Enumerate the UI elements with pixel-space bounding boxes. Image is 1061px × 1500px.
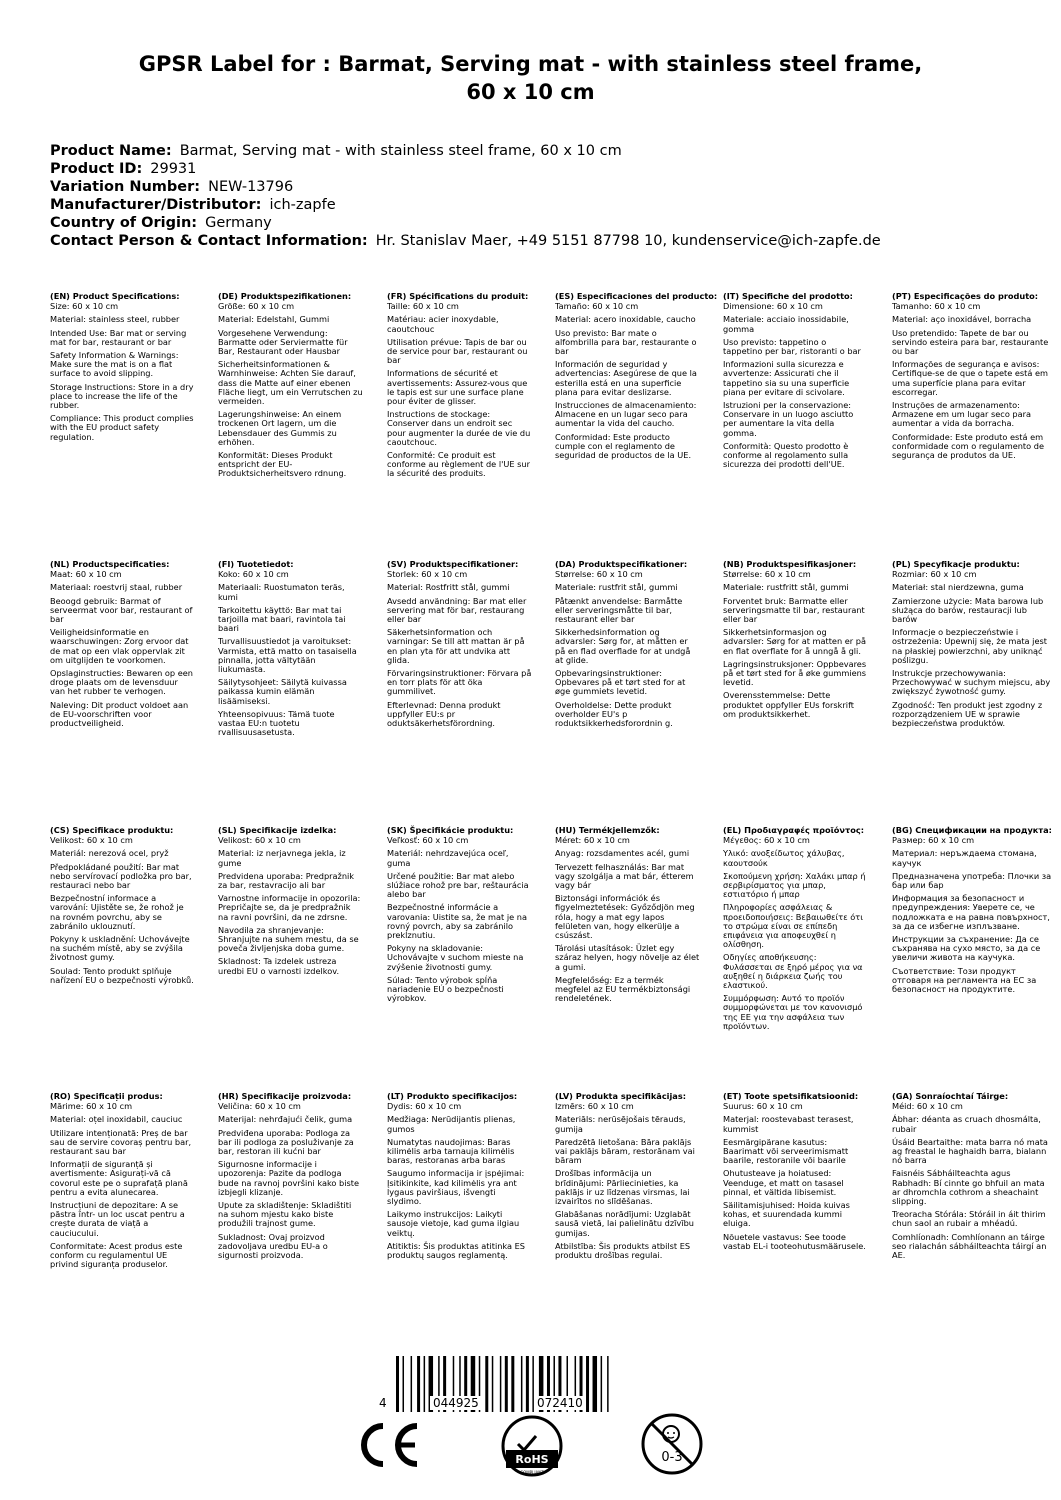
- spec-line: Zamierzone użycie: Mata barowa lub służąca do barów, restauracji lub barów: [892, 595, 1044, 625]
- info-value: Barmat, Serving mat - with stainless steel frame, 60 x 10 cm: [179, 143, 622, 159]
- spec-line: Conformitate: Acest produs este conform cu regulamentul UE privind siguranța produselor.: [50, 1240, 183, 1270]
- spec-block: [50, 560, 195, 732]
- barcode-bar: [500, 1356, 502, 1412]
- spec-heading: (HR) Specifikacije proizvoda:: [218, 1091, 352, 1101]
- spec-line: Avsedd användning: Bar mat eller servering mat för bar, restaurang eller bar: [387, 595, 527, 625]
- info-value: Hr. Stanislav Maer, +49 5151 87798 10, kundenservice@ich-zapfe.de: [375, 233, 881, 249]
- spec-line: Súlad: Tento výrobok spĺňa nariadenie EÚ o bezpečnosti výrobkov.: [387, 974, 504, 1004]
- spec-line: Säkerhetsinformation och varningar: Se till att mattan är på en plan yta för att undvika att glida.: [387, 627, 525, 665]
- spec-line: Instruções de armazenamento: Armazene em um lugar seco para aumentar a vida da borracha.: [892, 400, 1032, 429]
- barcode-bar: [417, 1356, 420, 1412]
- spec-line: Faisnéis Sábháilteachta agus Rabhadh: Bí cinnte go bhfuil an mata ar dhromchla cothrom a sheachaint slipping.: [892, 1168, 1045, 1207]
- spec-block: [50, 826, 195, 989]
- info-row: [50, 232, 1010, 250]
- info-value: ich-zapfe: [269, 197, 336, 213]
- spec-line: Предназначена употреба: Плочки за бар или бар: [892, 870, 1052, 891]
- spec-heading: (BG) Спецификации на продукта:: [892, 825, 1052, 835]
- spec-line: Ohutusteave ja hoiatused: Veenduge, et matt on tasasel pinnal, et vältida libisemist.: [723, 1168, 844, 1197]
- spec-line: Méret: 60 x 10 cm: [555, 835, 630, 846]
- spec-line: Sikkerhetsinformasjon og advarsler: Sørg for at matten er på en flat overflate for å unngå å gli.: [723, 627, 866, 656]
- spec-line: Instrucțiuni de depozitare: A se păstra într- un loc uscat pentru a crește durata de viață a cauciucului.: [50, 1200, 185, 1238]
- spec-block: [723, 1092, 868, 1255]
- rohs-text: RoHS: [515, 1453, 549, 1466]
- spec-line: Drošības informācija un brīdinājumi: Pārliecinieties, ka paklājs ir uz līdzenas virsmas, lai izvairītos no slīdēšanas.: [555, 1168, 690, 1207]
- spec-line: Informazioni sulla sicurezza e avvertenze: Assicurati che il tappetino sia su una superficie piana per evitare di scivolare.: [723, 359, 850, 397]
- info-row: [50, 178, 1010, 196]
- spec-line: Biztonsági információk és figyelmeztetések: Győződjön meg róla, hogy a mat egy lapos felületen van, hogy elkerülje a csúszást.: [555, 893, 695, 941]
- info-row: [50, 196, 1010, 214]
- spec-line: Ábhar: déanta as cruach dhosmálta, rubair: [892, 1114, 1041, 1134]
- spec-line: Material: oțel inoxidabil, cauciuc: [50, 1114, 183, 1125]
- spec-line: Conformité: Ce produit est conforme au règlement de l'UE sur la sécurité des produits.: [387, 450, 530, 479]
- spec-line: Οδηγίες αποθήκευσης: Φυλάσσεται σε ξηρό μέρος για να αυξηθεί η διάρκεια ζωής του ελαστικού.: [723, 952, 863, 991]
- spec-line: Overensstemmelse: Dette produktet oppfyller EUs forskrift om produktsikkerhet.: [723, 690, 855, 719]
- spec-line: Veľkosť: 60 x 10 cm: [387, 835, 469, 846]
- not-for-0-3-icon: [640, 1412, 704, 1476]
- spec-line: Sigurnosne informacije i upozorenja: Pazite da podloga bude na ravnoj površini kako biste izbjegli klizanje.: [218, 1159, 360, 1197]
- spec-line: Material: Edelstahl, Gummi: [218, 314, 330, 325]
- barcode-bar: [403, 1356, 405, 1412]
- spec-heading: (PL) Specyfikacje produktu:: [892, 559, 1020, 569]
- spec-line: Instructions de stockage: Conserver dans un endroit sec pour augmenter la durée de vie du caoutchouc.: [387, 409, 531, 447]
- spec-line: Overholdelse: Dette produkt overholder EU's p roduktsikkerhedsforordnin g.: [555, 699, 673, 729]
- spec-block: [892, 292, 1052, 464]
- spec-line: Material: acero inoxidable, caucho: [555, 314, 696, 325]
- spec-heading: (CS) Specifikace produktu:: [50, 825, 174, 835]
- spec-line: Sukladnost: Ovaj proizvod zadovoljava uredbu EU-a o sigurnosti proizvoda.: [218, 1231, 328, 1261]
- spec-line: Comhlíonadh: Comhlíonann an táirge seo rialachán sábháilteachta táirgí an AE.: [892, 1231, 1047, 1261]
- spec-line: Vorgesehene Verwendung: Barmatte oder Serviermatte für Bar, Restaurant oder Hausbar: [218, 327, 348, 357]
- spec-heading: (NB) Produktspesifikasjoner:: [723, 559, 857, 569]
- spec-heading: (SL) Specifikacije izdelka:: [218, 825, 337, 835]
- spec-heading: (LV) Produkta specifikācijas:: [555, 1091, 686, 1101]
- spec-block: [218, 826, 363, 980]
- spec-block: [723, 292, 868, 473]
- info-label: Product ID:: [50, 161, 143, 177]
- barcode-bar: [485, 1356, 488, 1412]
- spec-line: Koko: 60 x 10 cm: [218, 569, 289, 580]
- title-line-2: 60 x 10 cm: [466, 80, 595, 104]
- spec-line: Glabāšanas norādījumi: Uzglabāt sausā vietā, lai palielinātu dzīvību gumijas.: [555, 1209, 694, 1238]
- spec-block: [218, 1092, 363, 1264]
- spec-line: Intended Use: Bar mat or serving mat for bar, restaurant or bar: [50, 327, 187, 347]
- spec-line: Συμμόρφωση: Αυτό το προϊόν συμμορφώνεται με τον κανονισμό της ΕΕ για την ασφάλεια των προϊόντων.: [723, 993, 863, 1031]
- spec-block: [387, 826, 532, 1007]
- spec-line: Uso pretendido: Tapete de bar ou servindo esteira para bar, restaurante ou bar: [892, 327, 1049, 357]
- spec-line: Varnostne informacije in opozorila: Prepričajte se, da je predpražnik na ravni površini, da ne zdrsne.: [218, 893, 361, 922]
- spec-line: Informații de siguranță și avertismente: Asigurați-vă că covorul este pe o suprafață plană pentru a evita alunecarea.: [50, 1159, 188, 1197]
- spec-line: Instrucciones de almacenamiento: Almacene en un lugar seco para aumentar la vida del caucho.: [555, 400, 697, 429]
- spec-heading: (IT) Specifiche del prodotto:: [723, 291, 853, 301]
- spec-line: Veiligheidsinformatie en waarschuwingen: Zorg ervoor dat de mat op een vlak oppervlak zit om uitglijden te voorkomen.: [50, 627, 189, 665]
- info-label: Contact Person & Contact Information:: [50, 233, 368, 249]
- spec-line: Размер: 60 x 10 cm: [892, 835, 975, 846]
- spec-line: Förvaringsinstruktioner: Förvara på en torr plats för att öka gummilivet.: [387, 668, 532, 697]
- spec-line: Taille: 60 x 10 cm: [387, 301, 459, 312]
- spec-line: Bezpečnostní informace a varování: Ujistěte se, že rohož je na rovném povrchu, aby se zabránilo uklouznutí.: [50, 893, 184, 931]
- spec-line: Инструкции за съхранение: Да се съхранява на сухо място, за да се увеличи живота на каучука.: [892, 934, 1041, 963]
- spec-line: Dimensione: 60 x 10 cm: [723, 301, 823, 312]
- spec-line: Informações de segurança e avisos: Certifique-se de que o tapete está em uma superfície plana para evitar escorregar.: [892, 359, 1048, 397]
- spec-line: Úsáid Beartaithe: mata barra nó mata ag freastal le haghaidh barra, bialann nó barra: [892, 1136, 1048, 1166]
- spec-line: Izmērs: 60 x 10 cm: [555, 1101, 634, 1112]
- spec-line: Předpokládané použití: Bar mat nebo servírovací podložka pro bar, restauraci nebo bar: [50, 861, 192, 891]
- spec-block: [387, 1092, 532, 1264]
- spec-line: Sikkerhedsinformation og advarsler: Sørg for, at måtten er på en flad overflade for at undgå at glide.: [555, 627, 691, 665]
- spec-line: Material: iz nerjavnega jekla, iz gume: [218, 848, 346, 868]
- spec-block: [892, 826, 1052, 998]
- spec-line: Материал: неръждаема стомана, каучук: [892, 848, 1037, 868]
- spec-line: Materiale: rustfritt stål, gummi: [723, 582, 849, 593]
- spec-line: Tamaño: 60 x 10 cm: [555, 301, 639, 312]
- spec-line: Zgodność: Ten produkt jest zgodny z rozporządzeniem UE w sprawie bezpieczeństwa produktów.: [892, 699, 1043, 729]
- barcode-bar: [601, 1356, 603, 1412]
- spec-block: [218, 292, 363, 483]
- spec-line: Materjal: roostevabast terasest, kummist: [723, 1114, 854, 1134]
- spec-line: Storlek: 60 x 10 cm: [387, 569, 468, 580]
- spec-block: [723, 560, 868, 723]
- spec-line: Určené použitie: Bar mat alebo slúžiace rohož pre bar, reštaurácia alebo bar: [387, 870, 529, 900]
- spec-line: Informacje o bezpieczeństwie i ostrzeżenia: Upewnij się, że mata jest na płaskiej powierzchni, aby uniknąć poślizgu.: [892, 627, 1047, 665]
- spec-line: Materiál: nerezová ocel, pryž: [50, 848, 169, 859]
- spec-line: Opbevaringsinstruktioner: Opbevares på et tørt sted for at øge gummiets levetid.: [555, 668, 686, 697]
- spec-heading: (ES) Especificaciones del producto:: [555, 291, 718, 301]
- spec-line: Materiale: acciaio inossidabile, gomma: [723, 314, 849, 334]
- spec-block: [555, 1092, 700, 1264]
- spec-line: Istruzioni per la conservazione: Conservare in un luogo asciutto per aumentare la vita della gomma.: [723, 400, 854, 438]
- spec-line: Conformità: Questo prodotto è conforme al regolamento sulla sicurezza dei prodotti dell'UE.: [723, 440, 849, 470]
- spec-line: Μέγεθος: 60 x 10 cm: [723, 835, 810, 846]
- spec-line: Dydis: 60 x 10 cm: [387, 1101, 462, 1112]
- spec-line: Pokyny k uskladnění: Uchovávejte na suchém místě, aby se zvýšila životnost gumy.: [50, 934, 190, 963]
- spec-heading: (SK) Špecifikácie produktu:: [387, 825, 514, 835]
- spec-line: Materiaal: roestvrij staal, rubber: [50, 582, 183, 593]
- spec-line: Velikost: 60 x 10 cm: [218, 835, 301, 846]
- spec-line: Maat: 60 x 10 cm: [50, 569, 122, 580]
- info-row: [50, 142, 1010, 160]
- spec-line: Instrukcje przechowywania: Przechowywać w suchym miejscu, aby zwiększyć żywotność gumy.: [892, 668, 1051, 697]
- spec-heading: (FI) Tuotetiedot:: [218, 559, 294, 569]
- spec-line: Πληροφορίες ασφάλειας & προειδοποιήσεις: Βεβαιωθείτε ότι το στρώμα είναι σε επίπεδη επιφάνεια για αποφευχθεί η ολίσθηση.: [723, 902, 863, 950]
- spec-line: Suurus: 60 x 10 cm: [723, 1101, 803, 1112]
- spec-block: [50, 1092, 195, 1273]
- spec-line: Veličina: 60 x 10 cm: [218, 1101, 301, 1112]
- barcode-bar: [411, 1356, 413, 1412]
- spec-line: Opslaginstructies: Bewaren op een droge plaats om de levensduur van het rubber te verhogen.: [50, 668, 193, 697]
- spec-line: Materiał: stal nierdzewna, guma: [892, 582, 1024, 593]
- info-value: Germany: [205, 215, 272, 231]
- info-row: [50, 214, 1010, 232]
- spec-heading: (FR) Spécifications du produit:: [387, 291, 529, 301]
- barcode-bar: [424, 1356, 426, 1412]
- spec-line: Laikymo instrukcijos: Laikyti sausoje vietoje, kad guma ilgiau veiktų.: [387, 1209, 520, 1238]
- spec-line: Upute za skladištenje: Skladištiti na suhom mjestu kako biste produžili trajnost gume.: [218, 1200, 352, 1229]
- spec-line: Información de seguridad y advertencias: Asegúrese de que la esterilla está en una superficie plana para evitar deslizarse.: [555, 359, 697, 397]
- spec-line: Paredzētā lietošana: Bāra paklājs vai paklājs bāram, restorānam vai bāram: [555, 1136, 695, 1166]
- spec-line: Tamanho: 60 x 10 cm: [892, 301, 981, 312]
- spec-line: Υλικό: ανοξείδωτος χάλυβας, καουτσούκ: [723, 848, 845, 868]
- ce-mark-icon: [353, 1420, 423, 1470]
- info-value: NEW-13796: [208, 179, 294, 195]
- spec-heading: (DA) Produktspecifikationer:: [555, 559, 688, 569]
- spec-line: Numatytas naudojimas: Baras kilimėlis arba tarnauja kilimėlis baras, restoranas arba baras: [387, 1136, 515, 1166]
- spec-line: Påtænkt anvendelse: Barmåtte eller serveringsmåtte til bar, restaurant eller bar: [555, 595, 683, 625]
- spec-line: Soulad: Tento produkt splňuje nařízení EU o bezpečnosti výrobků.: [50, 965, 194, 985]
- spec-line: Skladnost: Ta izdelek ustreza uredbi EU o varnosti izdelkov.: [218, 956, 340, 976]
- spec-line: Utilizare intenționată: Preș de bar sau de servire covoraș pentru bar, restaurant sau bar: [50, 1127, 192, 1157]
- spec-line: Størrelse: 60 x 10 cm: [555, 569, 643, 580]
- spec-line: Anyag: rozsdamentes acél, gumi: [555, 848, 690, 859]
- spec-block: [555, 826, 700, 1007]
- barcode-bar: [607, 1356, 609, 1412]
- spec-line: Atitiktis: Šis produktas atitinka ES produktų saugos reglamentą.: [387, 1240, 525, 1261]
- spec-line: Yhteensopivuus: Tämä tuote vastaa EU:n tuotetu rvallisuusasetusta.: [218, 708, 335, 738]
- spec-heading: (HU) Termékjellemzők:: [555, 825, 660, 835]
- spec-line: Material: stainless steel, rubber: [50, 314, 180, 325]
- spec-block: [723, 826, 868, 1035]
- spec-block: [50, 292, 195, 446]
- spec-heading: (EN) Product Specifications:: [50, 291, 180, 301]
- barcode-bar: [526, 1356, 529, 1412]
- age-label: 0-3: [661, 1450, 683, 1465]
- spec-line: Rozmiar: 60 x 10 cm: [892, 569, 977, 580]
- spec-line: Lagerungshinweise: An einem trockenen Ort lagern, um die Lebensdauer des Gummis zu erhöhen.: [218, 409, 342, 447]
- info-label: Product Name:: [50, 143, 172, 159]
- spec-line: Storage Instructions: Store in a dry place to increase the life of the rubber.: [50, 381, 194, 411]
- spec-line: Compliance: This product complies with the EU product safety regulation.: [50, 413, 194, 442]
- spec-line: Eesmärgipärane kasutus: Baarimatt või serveerimismatt baarile, restoranile või baarile: [723, 1136, 849, 1166]
- spec-line: Saugumo informacija ir įspėjimai: Įsitikinkite, kad kilimėlis yra ant lygaus paviršiaus, išvengti slydimo.: [387, 1168, 525, 1207]
- spec-line: Uso previsto: Bar mate o alfombrilla para bar, restaurante o bar: [555, 327, 697, 357]
- barcode-digits-right: 072410: [534, 1396, 586, 1410]
- spec-line: Größe: 60 x 10 cm: [218, 301, 295, 312]
- spec-line: Pokyny na skladovanie: Uchovávajte v suchom mieste na zvýšenie životnosti gumy.: [387, 943, 524, 972]
- barcode-bar: [586, 1356, 589, 1412]
- spec-line: Størrelse: 60 x 10 cm: [723, 569, 811, 580]
- spec-heading: (GA) Sonraíochtaí Táirge:: [892, 1091, 1009, 1101]
- spec-line: Nõuetele vastavus: See toode vastab EL-i tooteohutusmäärusele.: [723, 1231, 866, 1251]
- spec-heading: (LT) Produkto specifikacijos:: [387, 1091, 518, 1101]
- spec-line: Tárolási utasítások: Üzlet egy száraz helyen, hogy növelje az élet a gumi.: [555, 943, 700, 972]
- spec-line: Съответствие: Този продукт отговаря на регламента на ЕС за безопасност на продуктите.: [892, 965, 1037, 995]
- barcode-bar: [511, 1356, 514, 1412]
- spec-block: [555, 291, 718, 464]
- spec-line: Matériau: acier inoxydable, caoutchouc: [387, 314, 499, 334]
- spec-heading: (SV) Produktspecifikationer:: [387, 559, 519, 569]
- spec-block: [892, 1092, 1052, 1264]
- spec-line: Lagringsinstruksjoner: Oppbevares på et tørt sted for å øke gummiens levetid.: [723, 658, 867, 688]
- spec-heading: (RO) Specificații produs:: [50, 1091, 163, 1101]
- spec-line: Tarkoitettu käyttö: Bar mat tai tarjoilla mat baari, ravintola tai baari: [218, 604, 346, 634]
- spec-line: Méid: 60 x 10 cm: [892, 1101, 963, 1112]
- barcode-bar: [593, 1356, 598, 1412]
- spec-line: Material: Rostfritt stål, gummi: [387, 582, 510, 593]
- spec-heading: (DE) Produktspezifikationen:: [218, 291, 352, 301]
- barcode-digits-left: 044925: [430, 1396, 482, 1410]
- barcode-bar: [521, 1356, 523, 1412]
- spec-line: Sicherheitsinformationen & Warnhinweise: Achten Sie darauf, dass die Matte auf einer ebenen Fläche liegt, um ein Verrutschen zu vermeiden.: [218, 359, 363, 407]
- spec-line: Conformidad: Este producto cumple con el reglamento de seguridad de productos de la UE.: [555, 431, 692, 461]
- spec-line: Materiál: nehrdzavejúca oceľ, guma: [387, 848, 509, 868]
- spec-line: Säilitamisjuhised: Hoida kuivas kohas, et suurendada kummi eluiga.: [723, 1200, 850, 1229]
- barcode-bar: [492, 1356, 494, 1412]
- spec-line: Efterlevnad: Denna produkt uppfyller EU:s pr oduktsäkerhetsförordning.: [387, 699, 501, 729]
- barcode-bar: [396, 1356, 399, 1412]
- spec-block: [387, 560, 532, 732]
- spec-line: Materijal: nehrđajući čelik, guma: [218, 1114, 353, 1125]
- spec-line: Megfelelőség: Ez a termék megfelel az EU termékbiztonsági rendeletének.: [555, 974, 691, 1004]
- spec-line: Materiale: rustfrit stål, gummi: [555, 582, 678, 593]
- spec-block: [387, 292, 532, 483]
- spec-line: Utilisation prévue: Tapis de bar ou de service pour bar, restaurant ou bar: [387, 336, 528, 366]
- spec-line: Predvidena uporaba: Predpražnik za bar, restavracijo ali bar: [218, 870, 355, 891]
- spec-block: [555, 560, 700, 732]
- info-label: Manufacturer/Distributor:: [50, 197, 262, 213]
- spec-block: [892, 560, 1052, 732]
- spec-line: Size: 60 x 10 cm: [50, 301, 119, 312]
- spec-line: Konformität: Dieses Produkt entspricht der EU-Produktsicherheitsvero rdnung.: [218, 450, 347, 479]
- spec-line: Säilytysohjeet: Säilytä kuivassa paikassa kumin elämän lisäämiseksi.: [218, 677, 347, 706]
- page-title: [60, 50, 1001, 106]
- spec-line: Uso previsto: tappetino o tappetino per bar, ristoranti o bar: [723, 336, 861, 357]
- spec-line: Medžiaga: Nerūdijantis plienas, gumos: [387, 1114, 516, 1134]
- spec-line: Информация за безопасност и предупреждения: Уверете се, че подложката е на равна повърхност, за да се избегне изплъзване.: [892, 893, 1050, 931]
- product-info: [50, 142, 1010, 250]
- spec-block: [218, 560, 363, 741]
- rohs-compliant-icon: [500, 1414, 564, 1478]
- spec-line: Beoogd gebruik: Barmat of serveermat voor bar, restaurant of bar: [50, 595, 193, 625]
- spec-line: Materiāls: nerūsējošais tērauds, gumija: [555, 1114, 686, 1134]
- title-line-1: GPSR Label for : Barmat, Serving mat - with stainless steel frame,: [138, 52, 923, 76]
- spec-line: Mărime: 60 x 10 cm: [50, 1101, 133, 1112]
- rohs-compliant-text: COMPLIANT: [520, 1470, 544, 1475]
- info-value: 29931: [150, 161, 197, 177]
- spec-line: Tervezett felhasználás: Bar mat vagy szolgálja a mat bár, étterem vagy bár: [555, 861, 694, 891]
- spec-heading: (PT) Especificações do produto:: [892, 291, 1039, 301]
- spec-line: Safety Information & Warnings: Make sure the mat is on a flat surface to avoid slipping.: [50, 350, 179, 379]
- info-label: Variation Number:: [50, 179, 201, 195]
- barcode-digit-prefix: 4: [376, 1396, 390, 1410]
- barcode-bar: [505, 1356, 508, 1412]
- spec-line: Navodila za shranjevanje: Shranjujte na suhem mestu, da se poveča življenjska doba gume.: [218, 924, 359, 954]
- spec-line: Conformidade: Este produto está em conformidade com o regulamento de segurança de produtos da UE.: [892, 431, 1044, 461]
- spec-line: Materiaali: Ruostumaton teräs, kumi: [218, 582, 345, 602]
- spec-line: Forventet bruk: Barmatte eller serveringsmatte til bar, restaurant eller bar: [723, 595, 865, 625]
- spec-line: Bezpečnostné informácie a varovania: Uistite sa, že mat je na rovný povrch, aby sa zabránilo prekĺznutiu.: [387, 902, 527, 941]
- spec-line: Atbilstība: Šis produkts atbilst ES produktu drošības regulai.: [555, 1240, 691, 1261]
- spec-line: Material: aço inoxidável, borracha: [892, 314, 1032, 325]
- spec-line: Treoracha Stórála: Stóráil in áit thirim chun saol an rubair a mhéadú.: [892, 1209, 1046, 1229]
- spec-heading: (ET) Toote spetsifikatsioonid:: [723, 1091, 859, 1101]
- spec-line: Σκοπούμενη χρήση: Χαλάκι μπαρ ή σερβιρίσματος για μπαρ, εστιατόριο ή μπαρ: [723, 870, 866, 900]
- spec-heading: (NL) Productspecificaties:: [50, 559, 170, 569]
- spec-heading: (EL) Προδιαγραφές προϊόντος:: [723, 825, 864, 835]
- spec-line: Predviđena uporaba: Podloga za bar ili podloga za posluživanje za bar, restoran ili kućni bar: [218, 1127, 354, 1157]
- info-row: [50, 160, 1010, 178]
- info-label: Country of Origin:: [50, 215, 198, 231]
- spec-line: Naleving: Dit product voldoet aan de EU-voorschriften voor productveiligheid.: [50, 699, 189, 729]
- spec-line: Informations de sécurité et avertissements: Assurez-vous que le tapis est sur une surface plane pour éviter de glisser.: [387, 368, 528, 407]
- spec-line: Turvallisuustiedot ja varoitukset: Varmista, että matto on tasaisella pinnalla, jotta vältytään liukumasta.: [218, 636, 357, 675]
- spec-line: Velikost: 60 x 10 cm: [50, 835, 133, 846]
